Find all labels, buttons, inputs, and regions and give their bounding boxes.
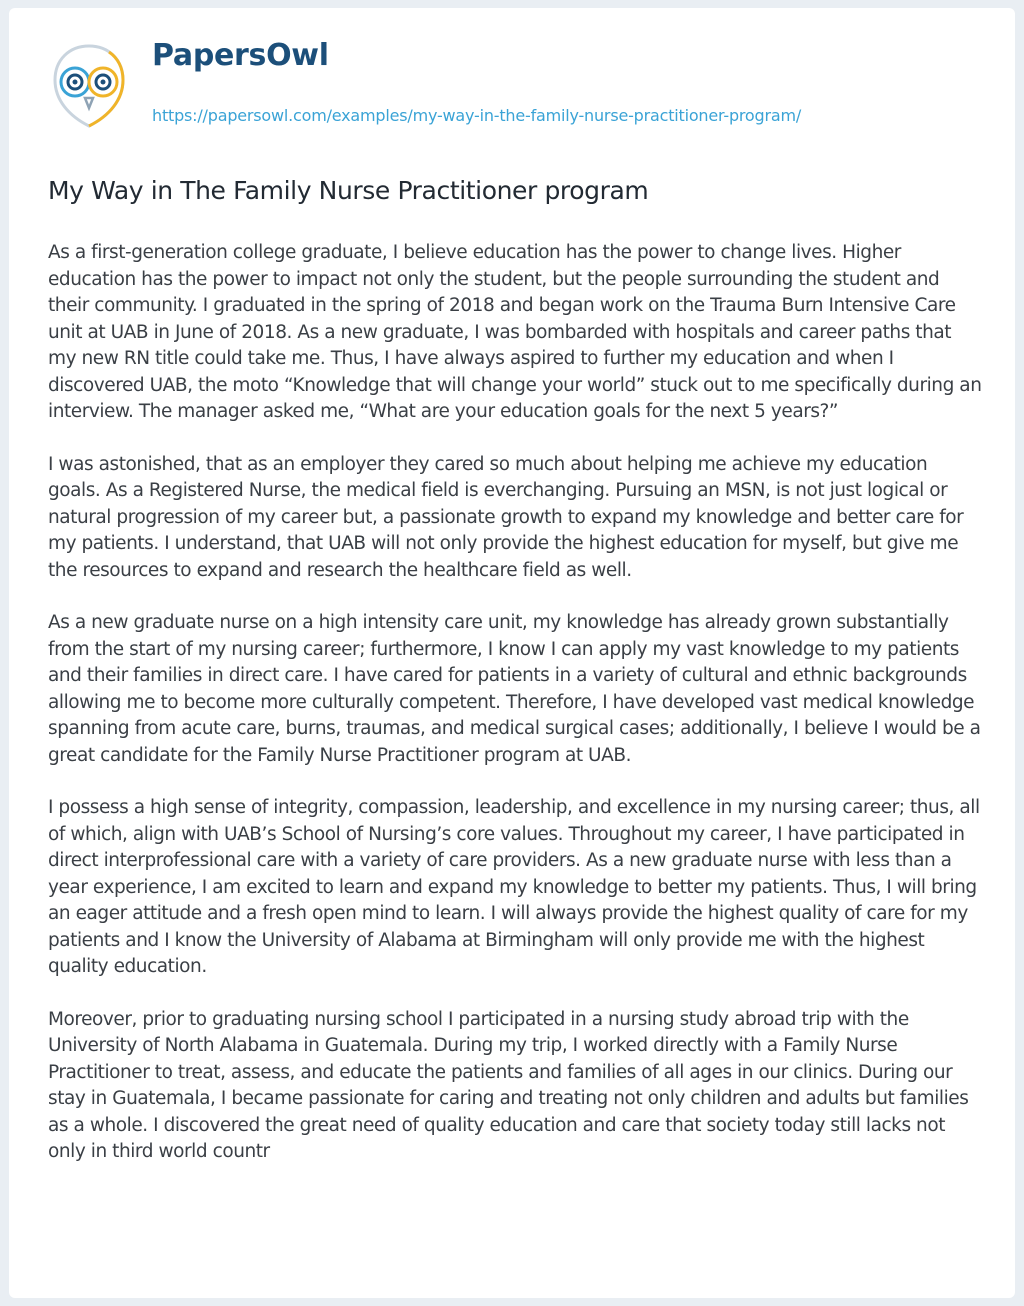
brand-name[interactable]: PapersOwl bbox=[152, 38, 329, 73]
paragraph: I was astonished, that as an employer they cared so much about helping me achieve my education goals. As a Registered Nurse, the medical field is everchanging. Pursuing an MSN, is not just logical or natural progression of my career but, a passionate growth to expand my knowledge and better care for my patients. I understand, that UAB will not only provide the highest education for myself, but give me the resources to expand and research the healthcare field as well. bbox=[48, 453, 964, 581]
document-title: My Way in The Family Nurse Practitioner program bbox=[48, 176, 649, 205]
source-url-link[interactable]: https://papersowl.com/examples/my-way-in-the-family-nurse-practitioner-program/ bbox=[152, 106, 802, 125]
document-body bbox=[48, 240, 982, 1192]
paragraph: As a new graduate nurse on a high intensity care unit, my knowledge has already grown substantially from the start of my nursing career; furthermore, I know I can apply my vast knowledge to my patients and their families in direct care. I have cared for patients in a variety of cultural and ethnic backgrounds allowing me to become more culturally competent. Therefore, I have developed vast medical knowledge spanning from acute care, burns, traumas, and medical surgical cases; additionally, I believe I would be a great candidate for the Family Nurse Practitioner program at UAB. bbox=[48, 612, 981, 766]
owl-logo-icon[interactable] bbox=[49, 38, 129, 130]
paragraph: I possess a high sense of integrity, compassion, leadership, and excellence in my nursing career; thus, all of which, align with UAB’s School of Nursing’s core values. Throughout my career, I have participated in direct interprofessional care with a variety of care providers. As a new graduate nurse with less than a year experience, I am excited to learn and expand my knowledge to better my patients. Thus, I will bring an eager attitude and a fresh open mind to learn. I will always provide the highest quality of care for my patients and I know the University of Alabama at Birmingham will only provide me with the highest quality education. bbox=[48, 797, 980, 977]
paragraph: As a first-generation college graduate, I believe education has the power to change lives. Higher education has the power to impact not only the student, but the people surrounding the student and their community. I graduated in the spring of 2018 and began work on the Trauma Burn Intensive Care unit at UAB in June of 2018. As a new graduate, I was bombarded with hospitals and career paths that my new RN title could take me. Thus, I have always aspired to further my education and when I discovered UAB, the moto “Knowledge that will change your world” stuck out to me specifically during an interview. The manager asked me, “What are your education goals for the next 5 years?” bbox=[48, 242, 982, 422]
site-header bbox=[47, 8, 977, 136]
paragraph: Moreover, prior to graduating nursing school I participated in a nursing study abroad trip with the University of North Alabama in Guatemala. During my trip, I worked directly with a Family Nurse Practitioner to treat, assess, and educate the patients and families of all ages in our clinics. During our stay in Guatemala, I became passionate for caring and treating not only children and adults but families as a whole. I discovered the great need of quality education and care that society today still lacks not only in third world countr bbox=[48, 1008, 969, 1162]
document-page bbox=[9, 8, 1015, 1298]
